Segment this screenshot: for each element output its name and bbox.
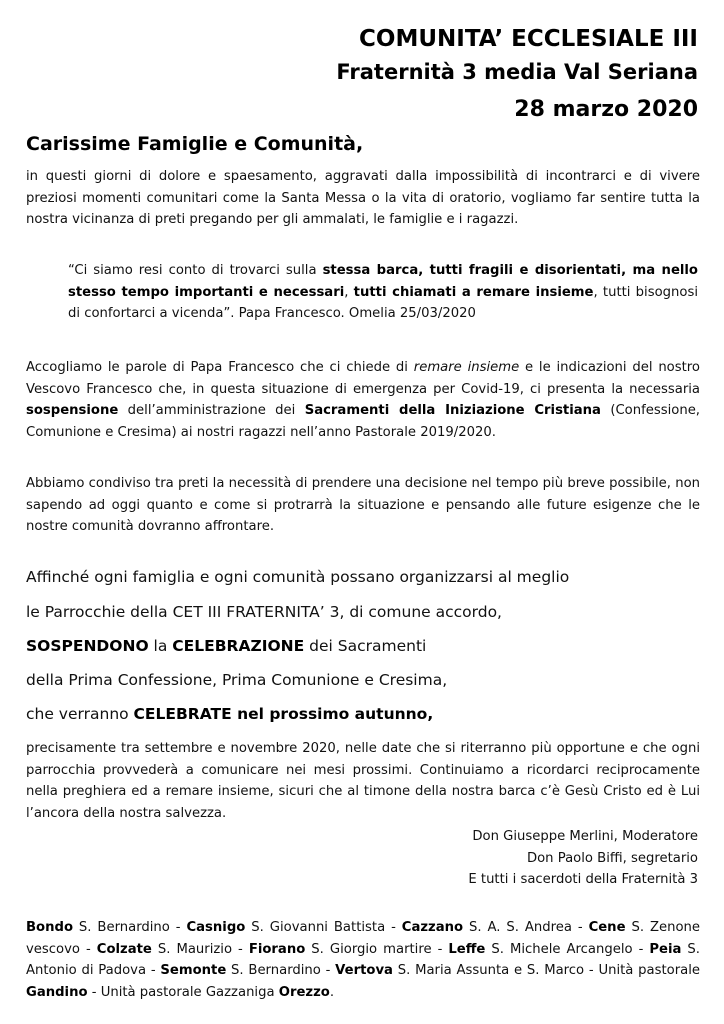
- signature-line: Don Paolo Biffi, segretario: [526, 850, 698, 866]
- parish-town: Colzate: [96, 941, 152, 957]
- parish-patron: S. Bernardino -: [226, 963, 336, 978]
- announcement-text: che verranno: [26, 705, 134, 723]
- parish-town: Semonte: [160, 963, 227, 978]
- parish-patron: -: [87, 984, 101, 1000]
- parish-patron: S. Michele Arcangelo -: [485, 941, 650, 957]
- parish-town: Gandino: [26, 984, 88, 1000]
- quote-text: ,: [344, 284, 354, 300]
- parish-town: Casnigo: [186, 920, 246, 935]
- announcement-line: Affinché ogni famiglia e ogni comunità possano organizzarsi al meglio: [26, 568, 570, 586]
- parish-patron: S. Maria Assunta e S. Marco -: [392, 963, 599, 978]
- parish-patron: S. Zenone vescovo -: [26, 920, 700, 957]
- paragraph-bold-text: sospensione: [26, 403, 119, 418]
- parish-patron: S. Bernardino -: [73, 920, 187, 935]
- parish-town: Fiorano: [248, 941, 306, 957]
- document-title: COMUNITA’ ECCLESIALE III: [359, 26, 698, 52]
- paragraph-italic-text: remare insieme: [413, 360, 520, 375]
- paragraph-text: (Confessione, Comunione e Cresima) ai nostri ragazzi nell’anno Pastorale 2019/2020.: [26, 403, 701, 440]
- paragraph-bold-text: Sacramenti della Iniziazione Cristiana: [304, 403, 601, 418]
- document-date: 28 marzo 2020: [514, 97, 698, 122]
- signature-line: E tutti i sacerdoti della Fraternità 3: [468, 872, 698, 887]
- parish-prefix: Unità pastorale Gazzaniga: [100, 984, 279, 1000]
- parish-town: Orezzo: [278, 984, 330, 1000]
- parish-patron: S. Antonio di Padova -: [26, 941, 700, 978]
- paragraph-closing: precisamente tra settembre e novembre 2020, nelle date che si riterranno più opportune e che ogni parrocchia provvederà a comunicare nei mesi prossimi. Continuiamo a ricordarci reciprocamente nella preghiera ed a remare insieme, sicuri che al timone della nostra barca c’è Gesù Cristo ed è Lui l’ancora della nostra salvezza.: [26, 741, 700, 821]
- parish-patron: S. Maurizio -: [151, 941, 249, 957]
- announcement-line: [26, 705, 433, 723]
- announcement-line: della Prima Confessione, Prima Comunione e Cresima,: [26, 671, 448, 689]
- quote-bold-text: tutti chiamati a remare insieme: [353, 284, 594, 300]
- pope-quote: [68, 260, 698, 325]
- announcement-bold-text: CELEBRATE nel prossimo autunno,: [133, 705, 434, 723]
- announcement-bold-text: CELEBRAZIONE: [172, 637, 305, 655]
- announcement-line: [26, 637, 426, 655]
- greeting: Carissime Famiglie e Comunità,: [26, 133, 364, 155]
- parish-patron: .: [329, 984, 335, 1000]
- announcement-bold-text: SOSPENDONO: [26, 637, 149, 655]
- parish-town: Vertova: [335, 963, 393, 978]
- parish-patron: S. Giorgio martire -: [305, 941, 449, 957]
- announcement-line: le Parrocchie della CET III FRATERNITA’ 3, di comune accordo,: [26, 603, 502, 621]
- announcement-text: la: [148, 637, 173, 655]
- paragraph-text: e le indicazioni del nostro Vescovo Francesco che, in questa situazione di emergenza per Covid-19, ci presenta la necessaria: [26, 360, 700, 397]
- parish-town: Bondo: [26, 920, 73, 935]
- parish-town: Peia: [649, 941, 682, 957]
- parish-town: Cazzano: [401, 920, 464, 935]
- signature-line: Don Giuseppe Merlini, Moderatore: [472, 829, 698, 844]
- paragraph-text: dell’amministrazione dei: [118, 403, 305, 418]
- document-subtitle: Fraternità 3 media Val Seriana: [336, 60, 698, 84]
- quote-bold-text: stessa barca, tutti fragili e disorientati, ma nello stesso tempo importanti e necessari: [68, 263, 698, 300]
- announcement-text: dei Sacramenti: [304, 637, 427, 655]
- parish-list: [26, 917, 700, 1003]
- parish-town: Leffe: [448, 941, 486, 957]
- parish-patron: S. A. S. Andrea -: [463, 920, 589, 935]
- paragraph-sacraments: [26, 357, 700, 443]
- paragraph-decision: Abbiamo condiviso tra preti la necessità di prendere una decisione nel tempo più breve possibile, non sapendo ad oggi quanto e come si protrarrà la situazione e pensando alle future esigenze che le nostre comunità dovranno affrontare.: [26, 476, 700, 534]
- paragraph-text: Accogliamo le parole di Papa Francesco che ci chiede di: [26, 360, 414, 375]
- quote-text: , tutti bisognosi di confortarci a vicenda”. Papa Francesco. Omelia 25/03/2020: [68, 284, 698, 321]
- parish-prefix: Unità pastorale: [598, 963, 700, 978]
- signature-block: [468, 826, 698, 891]
- quote-text: “Ci siamo resi conto di trovarci sulla: [68, 263, 323, 278]
- intro-paragraph: in questi giorni di dolore e spaesamento, aggravati dalla impossibilità di incontrarci e di vivere preziosi momenti comunitari come la Santa Messa o la vita di oratorio, vogliamo far sentire tutta la nostra vicinanza di preti pregando per gli ammalati, le famiglie e i ragazzi.: [26, 169, 700, 227]
- parish-town: Cene: [588, 920, 626, 935]
- parish-patron: S. Giovanni Battista -: [245, 920, 402, 935]
